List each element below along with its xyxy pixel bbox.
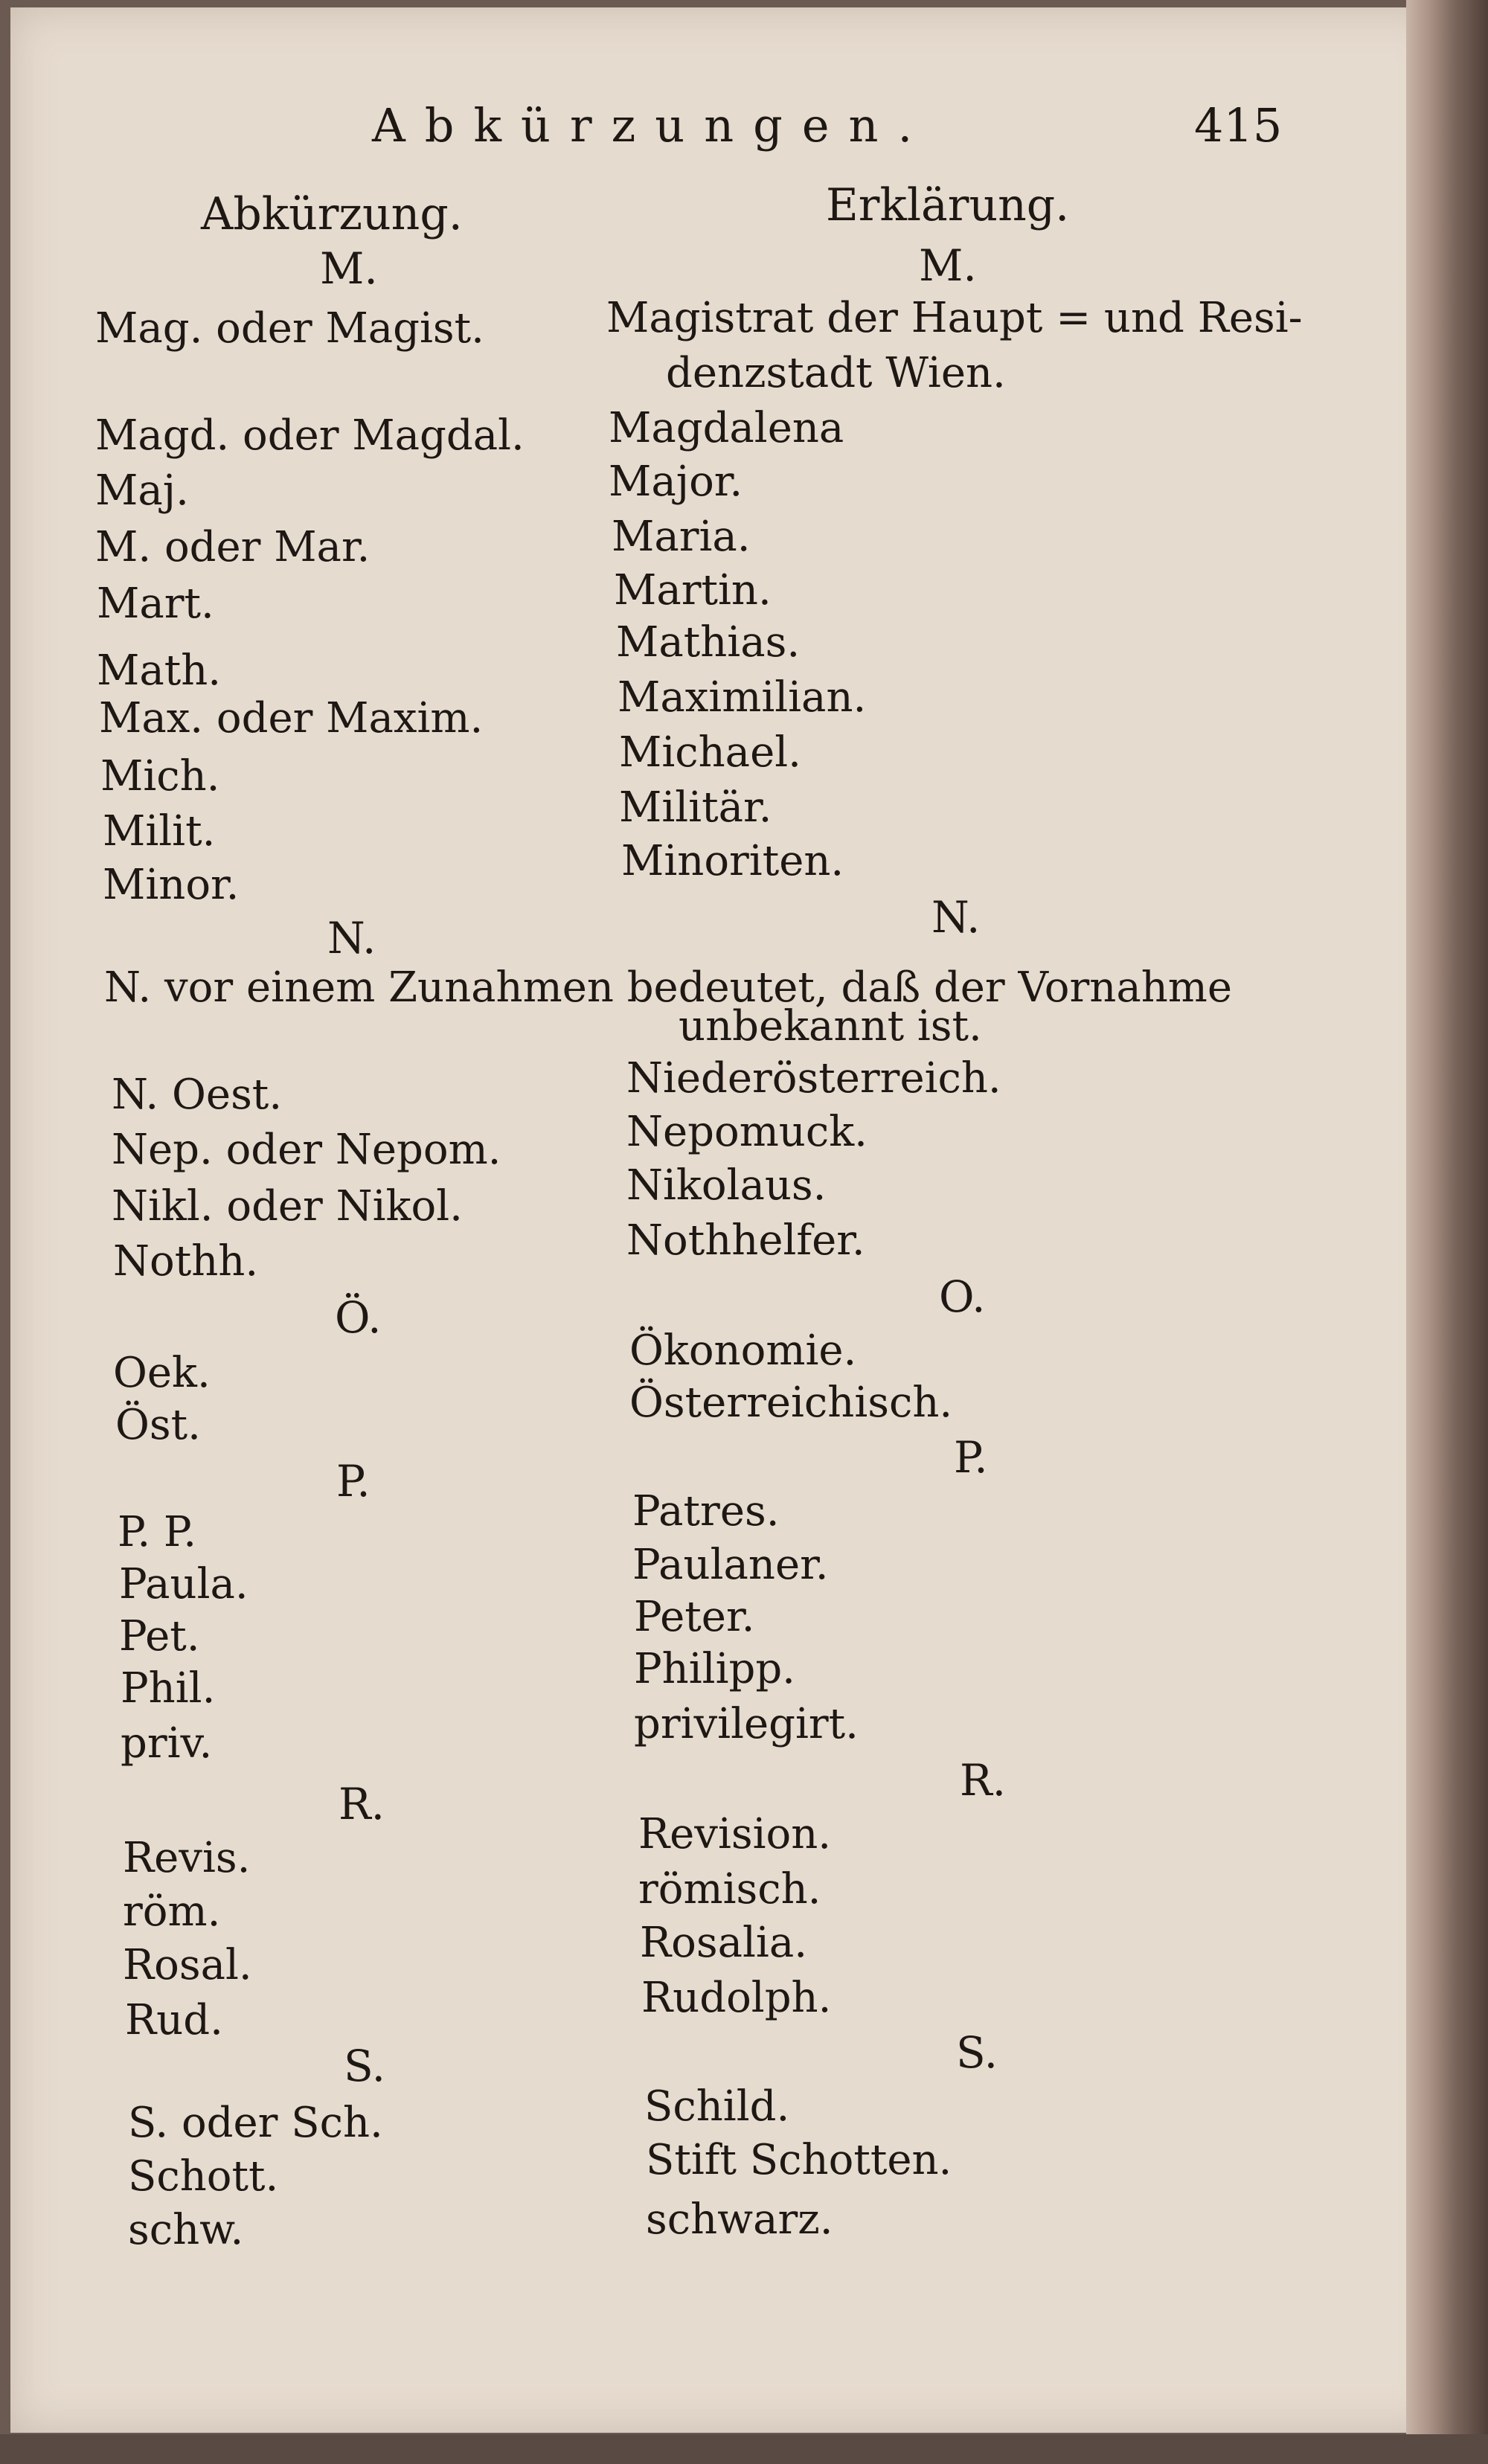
section-letter-right: P.: [954, 1432, 988, 1483]
explanation: Nothhelfer.: [626, 1216, 865, 1265]
book-spine: [1406, 0, 1488, 2464]
explanation: Minoriten.: [621, 837, 844, 885]
abbreviation: Mich.: [100, 752, 220, 801]
explanation: Maria.: [612, 513, 751, 561]
explanation: privilegirt.: [634, 1700, 859, 1748]
explanation-continued: denzstadt Wien.: [666, 349, 1006, 397]
page-number: 415: [1194, 98, 1283, 153]
abbreviation: N. Oest.: [112, 1071, 283, 1119]
explanation: Rosalia.: [640, 1919, 808, 1967]
explanation: Schild.: [644, 2082, 790, 2131]
explanation: Magistrat der Haupt = und Resi-: [606, 294, 1303, 342]
explanation-note-continued: unbekannt ist.: [679, 1002, 982, 1050]
explanation: Paulaner.: [632, 1541, 829, 1589]
abbreviation: Mag. oder Magist.: [95, 304, 484, 353]
running-title: Abkürzungen.: [372, 98, 932, 153]
section-letter-right: O.: [939, 1271, 986, 1322]
abbreviation: Phil.: [121, 1664, 216, 1713]
abbreviation: P. P.: [118, 1508, 197, 1556]
abbreviation: priv.: [121, 1719, 213, 1768]
abbreviation: Revis.: [123, 1834, 251, 1882]
abbreviation: Rud.: [125, 1996, 223, 2044]
abbreviation: schw.: [128, 2206, 244, 2254]
section-letter-right: N.: [931, 892, 981, 943]
explanation: Niederösterreich.: [626, 1054, 1001, 1103]
explanation: Major.: [609, 458, 743, 506]
section-letter-left: M.: [320, 243, 378, 294]
abbreviation: Mart.: [97, 580, 214, 628]
section-letter-left: Ö.: [335, 1292, 382, 1343]
abbreviation: Schott.: [128, 2152, 279, 2201]
abbreviation: röm.: [123, 1887, 221, 1936]
explanation: Ökonomie.: [629, 1326, 857, 1375]
abbreviation: Max. oder Maxim.: [99, 694, 484, 742]
abbreviation: M. oder Mar.: [95, 523, 371, 571]
abbreviation: Milit.: [103, 807, 216, 856]
section-letter-left: N.: [327, 913, 376, 963]
explanation: Österreichisch.: [629, 1379, 953, 1427]
abbreviation: Nep. oder Nepom.: [112, 1126, 501, 1174]
abbreviation: Nothh.: [113, 1237, 259, 1286]
explanation: Revision.: [638, 1810, 832, 1858]
abbreviation: Rosal.: [123, 1941, 252, 1989]
column-heading-abbreviation: Abkürzung.: [201, 188, 463, 240]
explanation: Philipp.: [634, 1645, 795, 1693]
abbreviation: Öst.: [115, 1401, 201, 1449]
explanation: römisch.: [638, 1865, 821, 1913]
abbreviation: Pet.: [119, 1612, 200, 1661]
abbreviation: Magd. oder Magdal.: [95, 411, 525, 460]
abbreviation: Nikl. oder Nikol.: [112, 1182, 463, 1231]
section-letter-right: R.: [960, 1755, 1007, 1806]
abbreviation: Oek.: [113, 1349, 211, 1397]
section-letter-left: R.: [339, 1779, 385, 1829]
section-letter-right: M.: [919, 240, 977, 291]
explanation: Militär.: [619, 783, 772, 832]
explanation: Martin.: [614, 566, 772, 615]
explanation: Mathias.: [616, 618, 801, 667]
explanation: Stift Schotten.: [646, 2136, 952, 2184]
page-bottom-edge: [0, 2434, 1488, 2464]
explanation: Patres.: [632, 1487, 780, 1536]
abbreviation: Maj.: [95, 466, 189, 515]
abbreviation: Math.: [97, 647, 222, 695]
explanation: Magdalena: [609, 404, 844, 452]
abbreviation: Paula.: [119, 1560, 248, 1608]
explanation-note: N. vor einem Zunahmen bedeutet, daß der Vornahme: [104, 963, 1233, 1012]
explanation: Nikolaus.: [626, 1161, 827, 1210]
explanation: schwarz.: [646, 2195, 833, 2244]
section-letter-right: S.: [956, 2027, 998, 2078]
explanation: Nepomuck.: [626, 1108, 868, 1156]
abbreviation: S. oder Sch.: [128, 2099, 383, 2147]
column-heading-explanation: Erklärung.: [826, 179, 1070, 231]
section-letter-left: P.: [336, 1456, 371, 1507]
explanation: Michael.: [619, 728, 801, 777]
section-letter-left: S.: [344, 2041, 386, 2091]
explanation: Maximilian.: [618, 673, 867, 722]
explanation: Rudolph.: [641, 1974, 832, 2022]
abbreviation: Minor.: [103, 861, 240, 909]
explanation: Peter.: [634, 1593, 755, 1641]
